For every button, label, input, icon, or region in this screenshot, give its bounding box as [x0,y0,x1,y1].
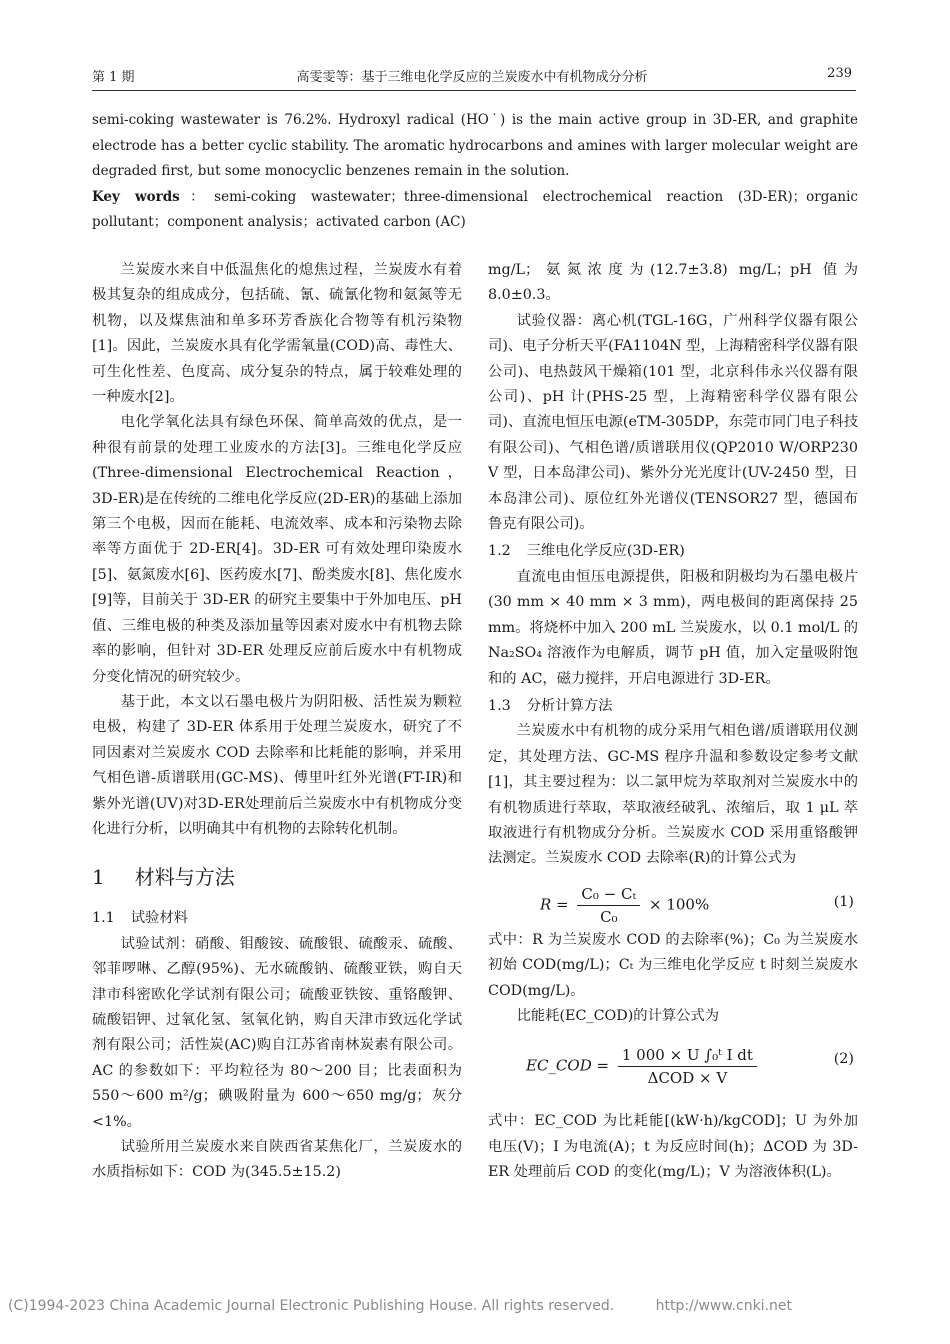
header-rule [92,90,856,91]
running-title: 高雯雯等：基于三维电化学反应的兰炭废水中有机物成分分析 [296,70,648,85]
section-title: 材料与方法 [134,865,235,890]
paragraph: 试验所用兰炭废水来自陕西省某焦化厂，兰炭废水的水质指标如下：COD 为(345.5±15.2) [92,1139,462,1181]
eq1-tail: × 100% [648,895,710,914]
subsection-title: 三维电化学反应(3D-ER) [526,543,685,560]
paragraph: mg/L；氨氮浓度为(12.7±3.8) mg/L；pH 值为 8.0±0.3。 [488,262,858,304]
abstract-block [92,108,858,236]
eq2-numerator: 1 000 × U ∫₀ᵗ I dt [618,1045,757,1067]
paragraph: 兰炭废水来自中低温焦化的熄焦过程，兰炭废水有着极其复杂的组成成分，包括硫、氰、硫氰化物和氨氮等无机物，以及煤焦油和单多环芳香族化合物等有机污染物[1]。因此，兰炭废水具有化学需氧量(COD)高、毒性大、可生化性差、色度高、成分复杂的特点，属于较难处理的一种废水[2]。 [92,262,462,406]
eq1-numerator: C₀ − Cₜ [577,884,640,906]
paragraph: 试验仪器：离心机(TGL-16G，广州科学仪器有限公司)、电子分析天平(FA1104N 型，上海精密科学仪器有限公司)、电热鼓风干燥箱(101 型，北京科伟永兴仪器有限公司)、pH 计(PHS-25 型，上海精密科学仪器有限公司)、直流电恒压电源(eTM-305DP，东莞市同门电子科技有限公司)、气相色谱/质谱联用仪(QP2010 W/ORP230 V 型，日本岛津公司)、紫外分光光度计(UV-2450 型，日本岛津公司)、原位红外光谱仪(TENSOR27 型，德国布鲁克有限公司)。 [488,312,858,533]
keywords-text: ：semi-coking wastewater；three-dimensional electrochemical reaction (3D-ER)；organic pollutant；component analysis；activated carbon (AC) [92,188,858,230]
running-header [92,66,852,88]
eq2-denominator: ΔCOD × V [647,1069,728,1088]
abstract-text: semi-coking wastewater is 76.2%. Hydroxyl radical (HO˙) is the main active group in 3D-ER, and graphite electrode has a better cyclic stability. The aromatic hydrocarbons and amines with larger molecular weight are degraded first, but some monocyclic benzenes remain in the solution. [92,112,858,179]
subsection-heading [92,906,462,931]
keywords [92,185,858,236]
subsection-number: 1.3 [488,697,511,714]
right-column [488,258,858,1186]
eq1-number: (1) [833,893,854,910]
footer-link[interactable]: http://www.cnki.net [655,1298,792,1314]
page-number: 239 [827,66,852,81]
keywords-label: Key words [92,188,180,205]
paragraph: 兰炭废水中有机物的成分采用气相色谱/质谱联用仪测定，其处理方法、GC-MS 程序升温和参数设定参考文献[1]，其主要过程为：以二氯甲烷为萃取剂对兰炭废水中的有机物质进行萃取，萃取液经破乳、浓缩后，取 1 μL 萃取液进行有机物成分分析。兰炭废水 COD 采用重铬酸钾法测定。兰炭废水 COD 去除率(R)的计算公式为 [488,723,858,867]
equation-1 [488,878,858,926]
eq2-fraction [618,1045,757,1088]
issue-number: 第 1 期 [92,70,135,85]
subsection-heading [488,539,858,564]
eq2-number: (2) [833,1051,854,1068]
subsection-number: 1.1 [92,910,115,927]
paragraph: 基于此，本文以石墨电极片为阴阳极、活性炭为颗粒电极，构建了 3D-ER 体系用于处理兰炭废水，研究了不同因素对兰炭废水 COD 去除率和比耗能的影响，并采用气相色谱-质谱联用(GC-MS)、傅里叶红外光谱(FT-IR)和紫外光谱(UV)对3D-ER处理前后兰炭废水中有机物成分变化进行分析，以明确其中有机物的去除转化机制。 [92,693,462,837]
subsection-number: 1.2 [488,543,511,560]
eq1-denominator: C₀ [600,907,618,926]
section-number: 1 [92,865,105,890]
paragraph: 式中：R 为兰炭废水 COD 的去除率(%)；C₀ 为兰炭废水初始 COD(mg/L)；Cₜ 为三维电化学反应 t 时刻兰炭废水 COD(mg/L)。 [488,931,858,999]
left-column [92,258,462,1186]
paragraph: 电化学氧化法具有绿色环保、简单高效的优点，是一种很有前景的处理工业废水的方法[3]。三维电化学反应(Three-dimensional Electrochemical Reaction，3D-ER)是在传统的二维电化学反应(2D-ER)的基础上添加第三个电极，因而在能耗、电流效率、成本和污染物去除率等方面优于 2D-ER[4]。3D-ER 可有效处理印染废水[5]、氨氮废水[6]、医药废水[7]、酚类废水[8]、焦化废水[9]等，目前关于 3D-ER 的研究主要集中于外加电压、pH 值、三维电极的种类及添加量等因素对废水中有机物去除率的影响，但针对 3D-ER 处理反应前后废水中有机物成分变化情况的研究较少。 [92,414,462,685]
paragraph: 直流电由恒压电源提供，阳极和阴极均为石墨电极片(30 mm × 40 mm × 3 mm)，两电极间的距离保持 25 mm。将烧杯中加入 200 mL 兰炭废水，以 0.1 mol/L 的 Na₂SO₄ 溶液作为电解质，调节 pH 值，加入定量吸附饱和的 AC，磁力搅拌，开启电源进行 3D-ER。 [488,568,858,687]
eq1-lhs: R = [540,895,569,914]
paragraph: 式中：EC_COD 为比耗能[(kW·h)/kgCOD]；U 为外加电压(V)；I 为电流(A)；t 为反应时间(h)；ΔCOD 为 3D-ER 处理前后 COD 的变化(mg/L)；V 为溶液体积(L)。 [488,1113,858,1181]
equation-2 [488,1035,858,1103]
paragraph: 试验试剂：硝酸、钼酸铵、硫酸银、硫酸汞、硫酸、邻菲啰啉、乙醇(95%)、无水硫酸钠、硫酸亚铁，购自天津市科密欧化学试剂有限公司；硫酸亚铁铵、重铬酸钾、硫酸铝钾、过氧化氢、氢氧化钠，购自天津市致远化学试剂有限公司；活性炭(AC)购自江苏省南林炭素有限公司。AC 的参数如下：平均粒径为 80～200 目；比表面积为 550～600 m²/g；碘吸附量为 600～650 mg/g；灰分<1%。 [92,935,462,1130]
subsection-title: 试验材料 [130,910,188,927]
paragraph: 比能耗(EC_COD)的计算公式为 [516,1007,720,1024]
subsection-title: 分析计算方法 [526,697,613,714]
subsection-heading [488,694,858,719]
section-heading [92,862,462,892]
copyright-notice: (C)1994-2023 China Academic Journal Electronic Publishing House. All rights reserved. [8,1298,615,1314]
eq1-fraction [577,884,640,927]
eq2-lhs: EC_COD = [526,1056,610,1075]
